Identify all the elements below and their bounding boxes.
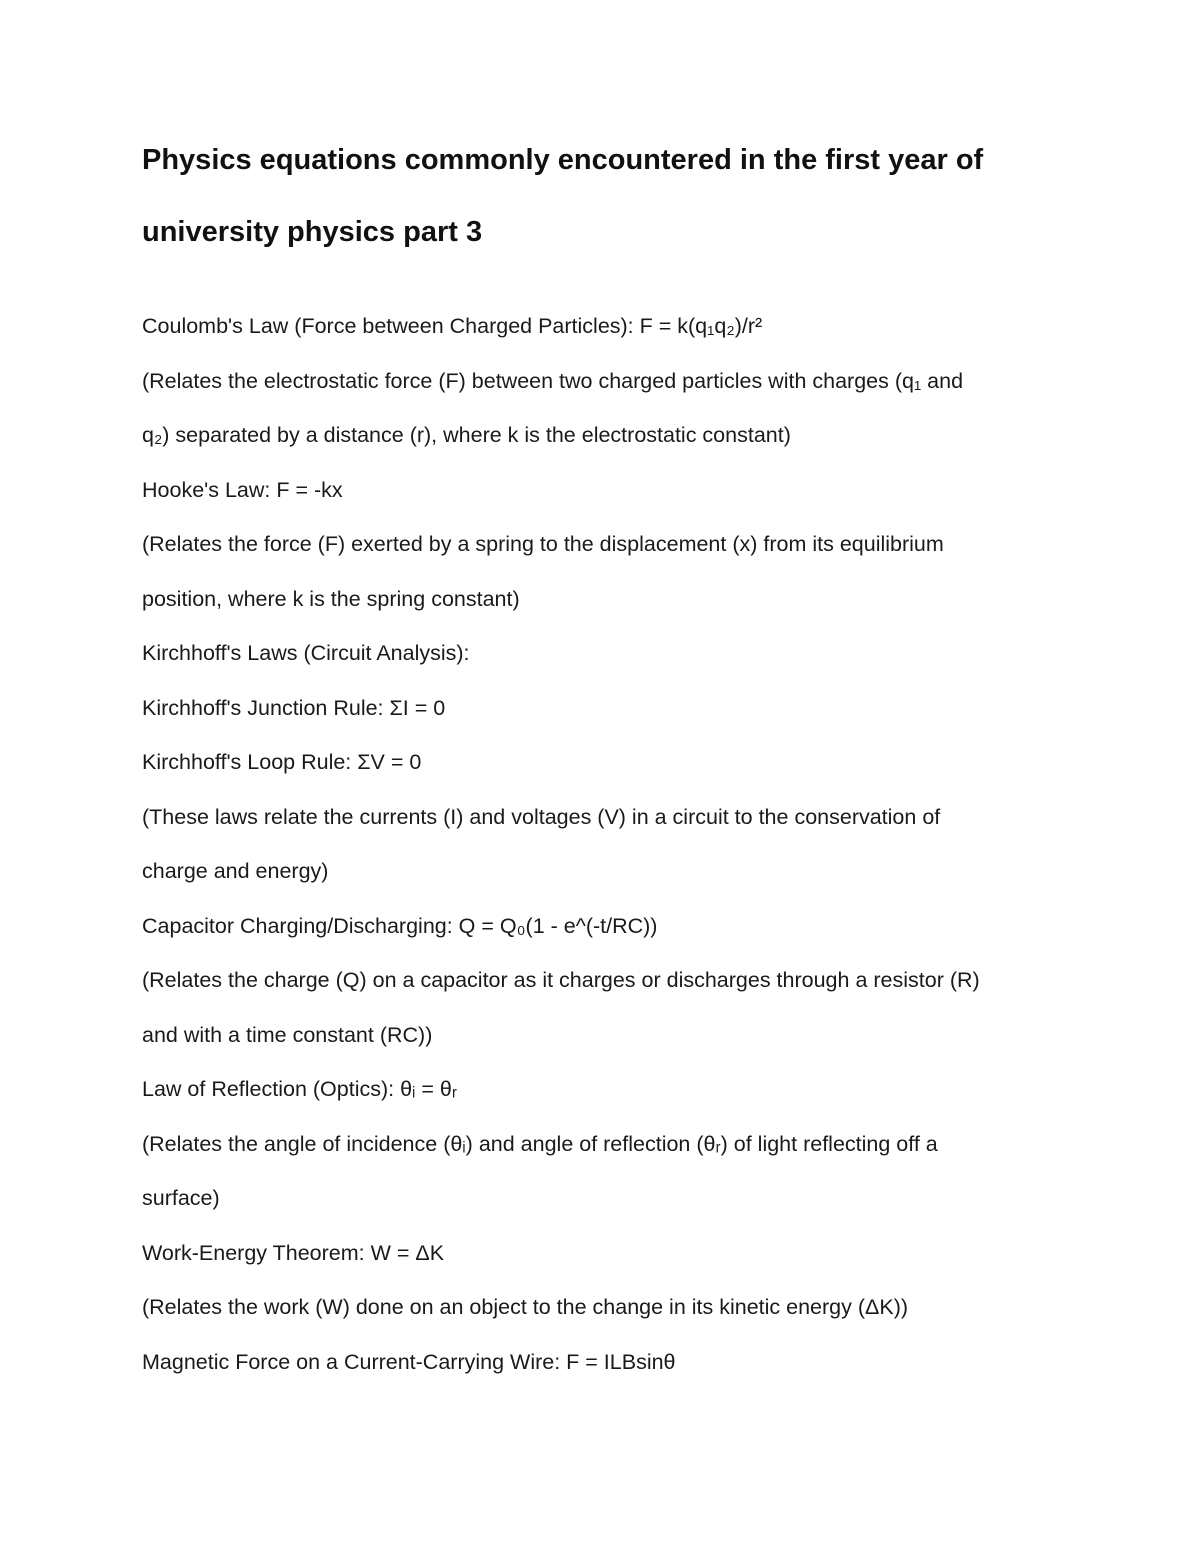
document-body: [142, 299, 1082, 1389]
text-line: (Relates the electrostatic force (F) between two charged particles with charges (q₁ and: [142, 368, 964, 393]
text-line: Law of Reflection (Optics): θᵢ = θᵣ: [142, 1077, 458, 1101]
text-line: (These laws relate the currents (I) and voltages (V) in a circuit to the conservation of: [142, 804, 941, 829]
text-line: (Relates the force (F) exerted by a spring to the displacement (x) from its equilibrium: [142, 532, 944, 556]
text-line: surface): [142, 1186, 220, 1210]
text-line: (Relates the angle of incidence (θᵢ) and angle of reflection (θᵣ) of light reflecting off a: [142, 1131, 938, 1156]
text-line: Hooke's Law: F = -kx: [142, 477, 343, 502]
text-line: Work-Energy Theorem: W = ΔK: [142, 1240, 445, 1265]
text-line: and with a time constant (RC)): [142, 1022, 433, 1047]
text-line: Capacitor Charging/Discharging: Q = Q₀(1 - e^(-t/RC)): [142, 913, 658, 938]
text-line: Magnetic Force on a Current-Carrying Wire: F = ILBsinθ: [142, 1349, 676, 1374]
text-line: q₂) separated by a distance (r), where k is the electrostatic constant): [142, 423, 791, 447]
text-line: (Relates the charge (Q) on a capacitor as it charges or discharges through a resistor (R): [142, 968, 980, 992]
text-line: Kirchhoff's Laws (Circuit Analysis):: [142, 641, 470, 665]
text-line: Coulomb's Law (Force between Charged Particles): F = k(q₁q₂)/r²: [142, 314, 763, 338]
text-line: Kirchhoff's Loop Rule: ΣV = 0: [142, 750, 422, 774]
document-title: Physics equations commonly encountered in the first year of university physics part 3: [142, 144, 984, 248]
text-line: charge and energy): [142, 859, 329, 883]
text-line: Kirchhoff's Junction Rule: ΣI = 0: [142, 695, 446, 720]
text-line: (Relates the work (W) done on an object to the change in its kinetic energy (ΔK)): [142, 1295, 909, 1319]
text-line: position, where k is the spring constant): [142, 586, 520, 611]
